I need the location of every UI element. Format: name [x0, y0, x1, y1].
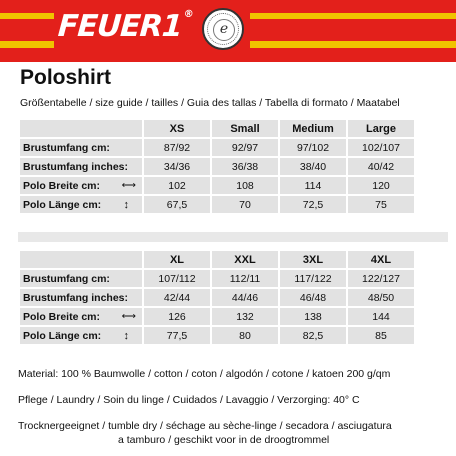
- row-label: Polo Breite cm:: [23, 310, 101, 323]
- row-label: Polo Länge cm:: [23, 198, 102, 211]
- table-cell: 122/127: [348, 270, 414, 287]
- size-header: Small: [212, 120, 278, 137]
- row-label: Brustumfang inches:: [20, 158, 142, 175]
- table-cell: 44/46: [212, 289, 278, 306]
- table-cell: 70: [212, 196, 278, 213]
- row-label-with-icon: [20, 196, 142, 213]
- table-row: [20, 177, 414, 194]
- dry-note-line2: a tamburo / geschikt voor in de droogtrommel: [118, 434, 330, 446]
- row-label: Brustumfang inches:: [20, 289, 142, 306]
- table-cell: 75: [348, 196, 414, 213]
- care-note: Pflege / Laundry / Soin du linge / Cuidados / Lavaggio / Verzorging: 40° C: [18, 394, 360, 406]
- row-label-with-icon: [20, 308, 142, 325]
- table-cell: 82,5: [280, 327, 346, 344]
- table-cell: 67,5: [144, 196, 210, 213]
- size-header: XS: [144, 120, 210, 137]
- seal-letter: e: [213, 19, 235, 41]
- table-row: [20, 139, 414, 156]
- row-label: Polo Länge cm:: [23, 329, 102, 342]
- row-label: Brustumfang cm:: [20, 270, 142, 287]
- size-table-2: [18, 249, 416, 346]
- vertical-double-arrow-icon: ↕: [123, 329, 129, 342]
- table-row: [20, 308, 414, 325]
- page-title: Poloshirt: [20, 66, 112, 89]
- table-cell: 107/112: [144, 270, 210, 287]
- table-cell: 85: [348, 327, 414, 344]
- table-cell: 112/11: [212, 270, 278, 287]
- table-cell: 38/40: [280, 158, 346, 175]
- table-row: [20, 327, 414, 344]
- row-label-with-icon: [20, 177, 142, 194]
- table-cell: 114: [280, 177, 346, 194]
- table-row: [20, 289, 414, 306]
- table-cell: 132: [212, 308, 278, 325]
- row-label: Polo Breite cm:: [23, 179, 101, 192]
- table-cell: 97/102: [280, 139, 346, 156]
- table-cell: 87/92: [144, 139, 210, 156]
- table-cell: 92/97: [212, 139, 278, 156]
- corner-cell: [20, 120, 142, 137]
- table-cell: 144: [348, 308, 414, 325]
- vertical-double-arrow-icon: ↕: [123, 198, 129, 211]
- size-header: 4XL: [348, 251, 414, 268]
- table-cell: 34/36: [144, 158, 210, 175]
- table-cell: 72,5: [280, 196, 346, 213]
- table-cell: 138: [280, 308, 346, 325]
- table-cell: 120: [348, 177, 414, 194]
- table-header-row: [20, 120, 414, 137]
- table-cell: 126: [144, 308, 210, 325]
- table-cell: 108: [212, 177, 278, 194]
- table-cell: 117/122: [280, 270, 346, 287]
- size-table-1: [18, 118, 416, 215]
- header-banner: [0, 0, 456, 62]
- table-cell: 46/48: [280, 289, 346, 306]
- horizontal-double-arrow-icon: ⟷: [121, 179, 136, 191]
- table-cell: 77,5: [144, 327, 210, 344]
- row-label-with-icon: [20, 327, 142, 344]
- brand-logo: FEUER1®: [56, 9, 194, 44]
- table-header-row: [20, 251, 414, 268]
- quality-seal-icon: [202, 8, 244, 50]
- size-header: XXL: [212, 251, 278, 268]
- size-header: XL: [144, 251, 210, 268]
- table-cell: 42/44: [144, 289, 210, 306]
- table-row: [20, 270, 414, 287]
- table-cell: 102: [144, 177, 210, 194]
- table-row: [20, 158, 414, 175]
- table-cell: 80: [212, 327, 278, 344]
- table-cell: 102/107: [348, 139, 414, 156]
- dry-note-line1: Trocknergeeignet / tumble dry / séchage au sèche-linge / secadora / asciugatura: [18, 420, 392, 432]
- horizontal-double-arrow-icon: ⟷: [121, 310, 136, 322]
- table-cell: 48/50: [348, 289, 414, 306]
- corner-cell: [20, 251, 142, 268]
- material-note: Material: 100 % Baumwolle / cotton / coton / algodón / cotone / katoen 200 g/qm: [18, 368, 391, 380]
- table-cell: 36/38: [212, 158, 278, 175]
- size-header: Medium: [280, 120, 346, 137]
- table-divider: [18, 232, 448, 242]
- table-cell: 40/42: [348, 158, 414, 175]
- table-row: [20, 196, 414, 213]
- page-subtitle: Größentabelle / size guide / tailles / Guia des tallas / Tabella di formato / Maatabel: [20, 97, 400, 109]
- size-header: Large: [348, 120, 414, 137]
- size-header: 3XL: [280, 251, 346, 268]
- row-label: Brustumfang cm:: [20, 139, 142, 156]
